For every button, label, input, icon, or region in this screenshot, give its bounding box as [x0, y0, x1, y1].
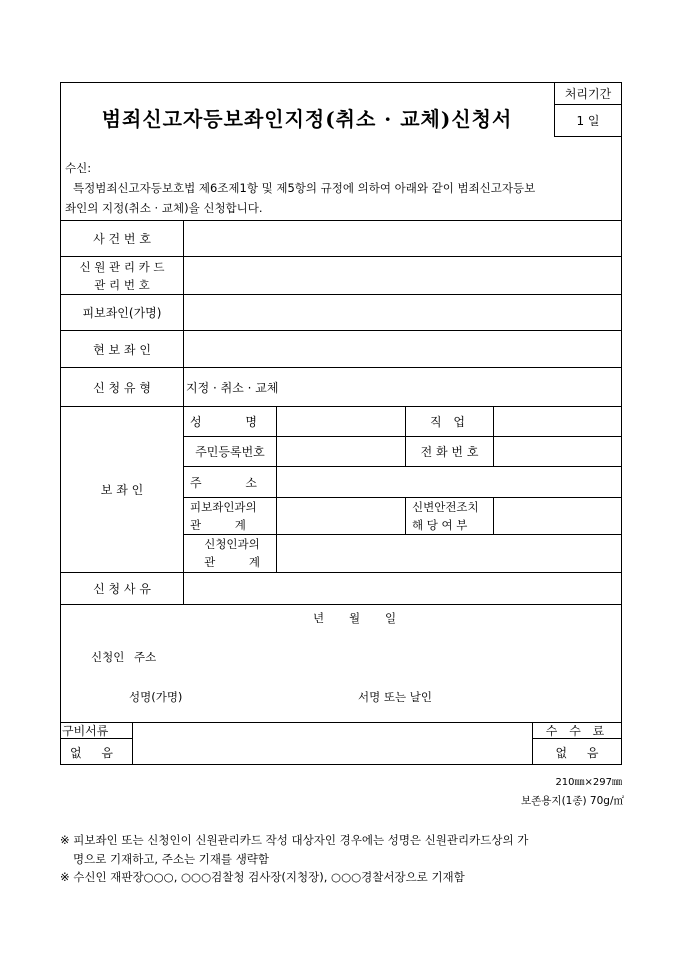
fee-label: 수 수 료	[545, 724, 609, 738]
paper-stock: 보존용지(1종) 70g/㎡	[521, 795, 624, 807]
relation-applicant-line1: 신청인과의	[204, 537, 260, 551]
divider	[405, 497, 406, 534]
documents-value: 없 음	[70, 745, 113, 760]
relation-protected-line2: 관 계	[190, 518, 246, 532]
application-type-value: 지정 · 취소 · 교체	[186, 380, 279, 395]
identity-card-label-line1: 신 원 관 리 카 드	[79, 259, 165, 274]
note-1-line1: ※ 피보좌인 또는 신청인이 신원관리카드 작성 대상자인 경우에는 성명은 신원관리카드상의 가	[60, 833, 529, 847]
signature-label: 서명 또는 날인	[358, 690, 432, 704]
divider	[493, 497, 494, 534]
note-2: ※ 수신인 재판장○○○, ○○○검찰청 검사장(지청장), ○○○경찰서장으로 기재함	[60, 870, 465, 884]
date-year: 년	[313, 611, 325, 625]
address-label-text: 주 소	[190, 475, 257, 490]
identity-card-label-line2: 관 리 번 호	[94, 277, 150, 292]
safety-measure-label	[412, 498, 492, 534]
documents-label: 구비서류	[62, 724, 109, 738]
address-label	[190, 467, 270, 497]
assistant-name-label-text: 성 명	[190, 415, 257, 429]
divider	[554, 136, 622, 137]
identity-card-number-label	[61, 257, 183, 294]
divider	[493, 406, 494, 466]
occupation-label: 직 업	[430, 415, 469, 429]
intro-text-line1: 특정범죄신고자등보호법 제6조제1항 및 제5항의 규정에 의하여 아래와 같이 범죄신고자등보	[73, 181, 536, 195]
divider	[183, 220, 184, 604]
note-1-line2: 명으로 기재하고, 주소는 기재를 생략함	[73, 852, 270, 866]
form-title: 범죄신고자등보좌인지정(취소 · 교체)신청서	[101, 107, 513, 131]
recipient-label: 수신:	[65, 161, 92, 175]
applicant-address-label: 신청인 주소	[91, 650, 157, 664]
applicant-name-label: 성명(가명)	[129, 690, 183, 704]
relation-applicant-label	[190, 535, 274, 572]
safety-measure-line2: 해 당 여 부	[412, 518, 468, 532]
assistant-name-label	[190, 407, 270, 436]
relation-applicant-line2: 관 계	[204, 555, 260, 569]
paper-size: 210㎜×297㎜	[555, 777, 622, 788]
processing-period-value: 1 일	[576, 114, 600, 128]
relation-protected-label	[190, 498, 274, 534]
assistant-label: 보 좌 인	[100, 483, 144, 497]
divider	[276, 406, 277, 572]
processing-period-label: 처리기간	[564, 87, 612, 101]
application-reason-label: 신 청 사 유	[93, 582, 151, 596]
date-month: 월	[349, 611, 361, 625]
relation-protected-line1: 피보좌인과의	[190, 500, 257, 514]
date-day: 일	[385, 611, 397, 625]
resident-number-label: 주민등록번호	[195, 445, 265, 459]
safety-measure-line1: 신변안전조치	[412, 500, 479, 514]
current-assistant-label: 현 보 좌 인	[93, 342, 151, 357]
phone-label: 전 화 번 호	[420, 445, 479, 459]
divider	[60, 604, 622, 605]
application-type-label: 신 청 유 형	[93, 380, 151, 395]
divider	[132, 722, 133, 765]
protected-person-label: 피보좌인(가명)	[82, 306, 162, 320]
fee-value: 없 음	[555, 745, 599, 760]
case-number-label: 사 건 번 호	[93, 232, 151, 246]
intro-text-line2: 좌인의 지정(취소 · 교체)을 신청합니다.	[65, 201, 263, 215]
